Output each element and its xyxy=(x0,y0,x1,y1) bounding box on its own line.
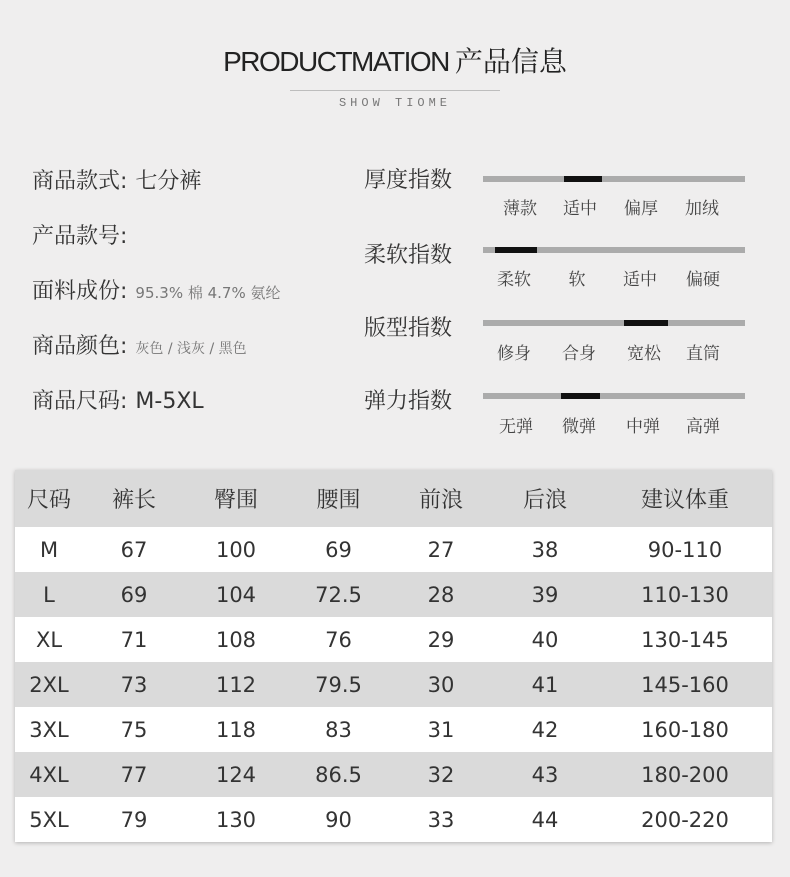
table-cell: 72.5 xyxy=(315,582,362,607)
fit-index-label: 版型指数 xyxy=(364,316,453,341)
header-hip: 臀围 xyxy=(213,488,258,513)
table-cell: 2XL xyxy=(29,672,69,697)
info-color-label: 商品颜色: xyxy=(32,334,128,359)
table-row xyxy=(15,617,772,662)
table-cell: 104 xyxy=(215,582,257,607)
table-cell: 40 xyxy=(531,627,559,652)
table-cell: XL xyxy=(35,627,63,652)
elasticity-index-label: 弹力指数 xyxy=(364,389,453,414)
elasticity-option: 微弹 xyxy=(562,417,596,437)
thickness-index-bar xyxy=(483,176,745,182)
table-cell: 180-200 xyxy=(641,762,729,787)
table-row xyxy=(15,527,772,572)
thickness-option: 加绒 xyxy=(685,199,719,219)
thickness-index xyxy=(364,163,754,223)
title-cn: 产品信息 xyxy=(454,45,567,78)
info-fabric-value: 95.3% 棉 4.7% 氨纶 xyxy=(135,284,281,302)
header-front-rise: 前浪 xyxy=(418,488,463,513)
header-waist: 腰围 xyxy=(316,488,361,513)
elasticity-option: 无弹 xyxy=(499,417,533,437)
elasticity-option: 中弹 xyxy=(626,417,660,437)
softness-index-bar xyxy=(483,247,745,253)
info-size-value: M-5XL xyxy=(135,389,204,414)
header-length: 裤长 xyxy=(111,488,156,513)
info-color-value: 灰色 / 浅灰 / 黑色 xyxy=(135,341,247,357)
table-cell: 4XL xyxy=(29,762,69,787)
table-cell: L xyxy=(43,582,55,607)
info-color xyxy=(32,329,247,360)
title-en: PRODUCTMATION xyxy=(223,46,449,77)
elasticity-option: 高弹 xyxy=(686,417,720,437)
table-row xyxy=(15,707,772,752)
softness-index xyxy=(364,238,754,298)
table-cell: 79 xyxy=(120,807,148,832)
table-cell: 30 xyxy=(427,672,455,697)
table-cell: 145-160 xyxy=(641,672,729,697)
table-cell: 100 xyxy=(215,537,257,562)
page-header xyxy=(0,40,790,110)
page-subtitle: SHOW TIOME xyxy=(338,96,451,110)
softness-option: 柔软 xyxy=(497,270,531,290)
table-row xyxy=(15,752,772,797)
softness-index-marker xyxy=(495,247,537,253)
table-cell: 27 xyxy=(427,537,455,562)
table-cell: 108 xyxy=(215,627,257,652)
thickness-index-label: 厚度指数 xyxy=(364,168,453,193)
thickness-option: 薄款 xyxy=(503,199,537,219)
table-cell: 42 xyxy=(531,717,559,742)
title-divider xyxy=(290,90,500,91)
table-cell: 5XL xyxy=(29,807,69,832)
table-cell: 77 xyxy=(120,762,148,787)
table-cell: 118 xyxy=(215,717,257,742)
table-cell: M xyxy=(39,537,59,562)
table-row xyxy=(15,797,772,842)
table-cell: 69 xyxy=(325,537,352,562)
fit-index-bar xyxy=(483,320,745,326)
table-cell: 33 xyxy=(427,807,455,832)
page-title xyxy=(0,40,790,80)
table-cell: 76 xyxy=(325,627,352,652)
table-cell: 86.5 xyxy=(315,762,362,787)
table-cell: 71 xyxy=(120,627,148,652)
table-cell: 130 xyxy=(215,807,257,832)
elasticity-index-marker xyxy=(561,393,600,399)
table-cell: 130-145 xyxy=(641,627,729,652)
fit-option: 直筒 xyxy=(686,344,720,364)
info-model-number-label: 产品款号: xyxy=(32,224,128,249)
info-style-label: 商品款式: xyxy=(32,169,128,194)
fit-option: 修身 xyxy=(497,344,531,364)
info-size xyxy=(32,384,204,415)
thickness-index-marker xyxy=(564,176,602,182)
elasticity-index-bar xyxy=(483,393,745,399)
info-style-value: 七分裤 xyxy=(135,169,202,194)
table-cell: 29 xyxy=(427,627,455,652)
info-fabric-label: 面料成份: xyxy=(32,279,128,304)
softness-option: 软 xyxy=(568,270,586,290)
info-model-number xyxy=(32,219,135,250)
table-cell: 43 xyxy=(531,762,559,787)
table-cell: 38 xyxy=(531,537,559,562)
fit-option: 合身 xyxy=(562,344,596,364)
table-cell: 83 xyxy=(325,717,352,742)
table-cell: 67 xyxy=(120,537,148,562)
table-cell: 31 xyxy=(427,717,455,742)
info-size-label: 商品尺码: xyxy=(32,389,128,414)
table-cell: 90-110 xyxy=(647,537,723,562)
fit-index xyxy=(364,311,754,371)
table-cell: 73 xyxy=(120,672,148,697)
table-cell: 3XL xyxy=(29,717,69,742)
info-fabric xyxy=(32,274,281,305)
header-size: 尺码 xyxy=(26,488,71,513)
thickness-option: 偏厚 xyxy=(624,199,658,219)
softness-index-label: 柔软指数 xyxy=(364,243,453,268)
softness-option: 偏硬 xyxy=(686,270,720,290)
table-row xyxy=(15,662,772,707)
size-table xyxy=(15,470,772,842)
softness-option: 适中 xyxy=(623,270,657,290)
table-cell: 90 xyxy=(325,807,352,832)
table-cell: 69 xyxy=(120,582,148,607)
table-cell: 75 xyxy=(120,717,148,742)
table-cell: 39 xyxy=(531,582,559,607)
elasticity-index xyxy=(364,384,754,444)
table-cell: 41 xyxy=(531,672,559,697)
size-table-header xyxy=(15,470,772,527)
table-cell: 32 xyxy=(427,762,455,787)
header-back-rise: 后浪 xyxy=(522,488,567,513)
table-cell: 160-180 xyxy=(641,717,729,742)
table-cell: 200-220 xyxy=(641,807,729,832)
table-cell: 124 xyxy=(215,762,257,787)
header-weight: 建议体重 xyxy=(640,488,729,513)
thickness-option: 适中 xyxy=(563,199,597,219)
table-cell: 110-130 xyxy=(641,582,729,607)
table-cell: 44 xyxy=(531,807,559,832)
table-row xyxy=(15,572,772,617)
fit-option: 宽松 xyxy=(627,344,661,364)
fit-index-marker xyxy=(624,320,668,326)
table-cell: 79.5 xyxy=(315,672,362,697)
table-cell: 28 xyxy=(427,582,455,607)
table-cell: 112 xyxy=(215,672,257,697)
info-style xyxy=(32,164,201,195)
